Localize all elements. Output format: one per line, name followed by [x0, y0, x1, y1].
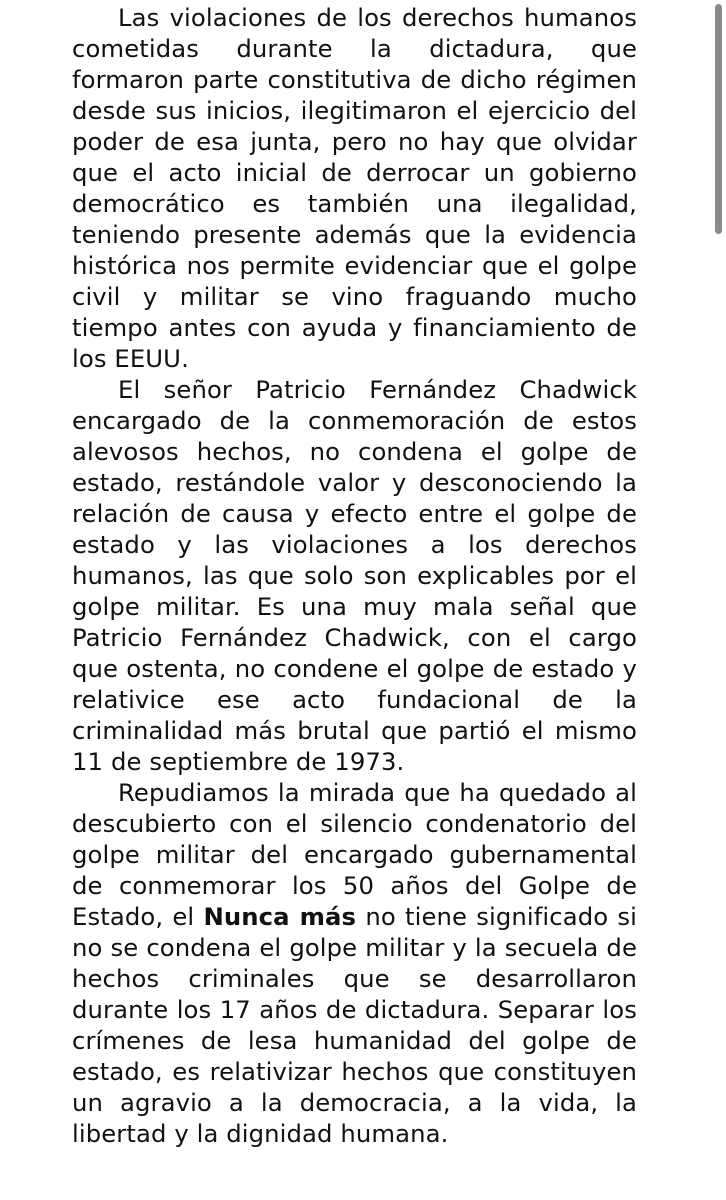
paragraph-3-before: Repudiamos la mirada que ha quedado al descubierto con el silencio condenatorio del golpe militar del encargado gubernamental de conmemorar los 50 años del Golpe de Estado, el: [72, 778, 637, 931]
document-page: [72, 2, 637, 1200]
paragraph-3-after: no tiene significado si no se condena el golpe militar y la secuela de hechos criminales que se desarrollaron durante los 17 años de dictadura. Separar los crímenes de lesa humanidad del golpe de estado, es relativizar hechos que constituyen un agravio a la democracia, a la vida, la libertad y la dignidad humana.: [72, 902, 637, 1148]
scrollbar-thumb[interactable]: [715, 4, 722, 234]
paragraph-3: [72, 777, 637, 1149]
paragraph-2: El señor Patricio Fernández Chadwick encargado de la conmemoración de estos alevosos hechos, no condena el golpe de estado, restándole valor y desconociendo la relación de causa y efecto entre el golpe de estado y las violaciones a los derechos humanos, las que solo son explicables por el golpe militar. Es una muy mala señal que Patricio Fernández Chadwick, con el cargo que ostenta, no condene el golpe de estado y relativice ese acto fundacional de la criminalidad más brutal que partió el mismo 11 de septiembre de 1973.: [72, 375, 637, 776]
vertical-scrollbar[interactable]: [712, 0, 726, 1200]
nunca-mas-emphasis: Nunca más: [203, 902, 357, 931]
paragraph-1: Las violaciones de los derechos humanos cometidas durante la dictadura, que formaron parte constitutiva de dicho régimen desde sus inicios, ilegitimaron el ejercicio del poder de esa junta, pero no hay que olvidar que el acto inicial de derrocar un gobierno democrático es también una ilegalidad, teniendo presente además que la evidencia histórica nos permite evidenciar que el golpe civil y militar se vino fraguando mucho tiempo antes con ayuda y financiamiento de los EEUU.: [72, 3, 637, 373]
